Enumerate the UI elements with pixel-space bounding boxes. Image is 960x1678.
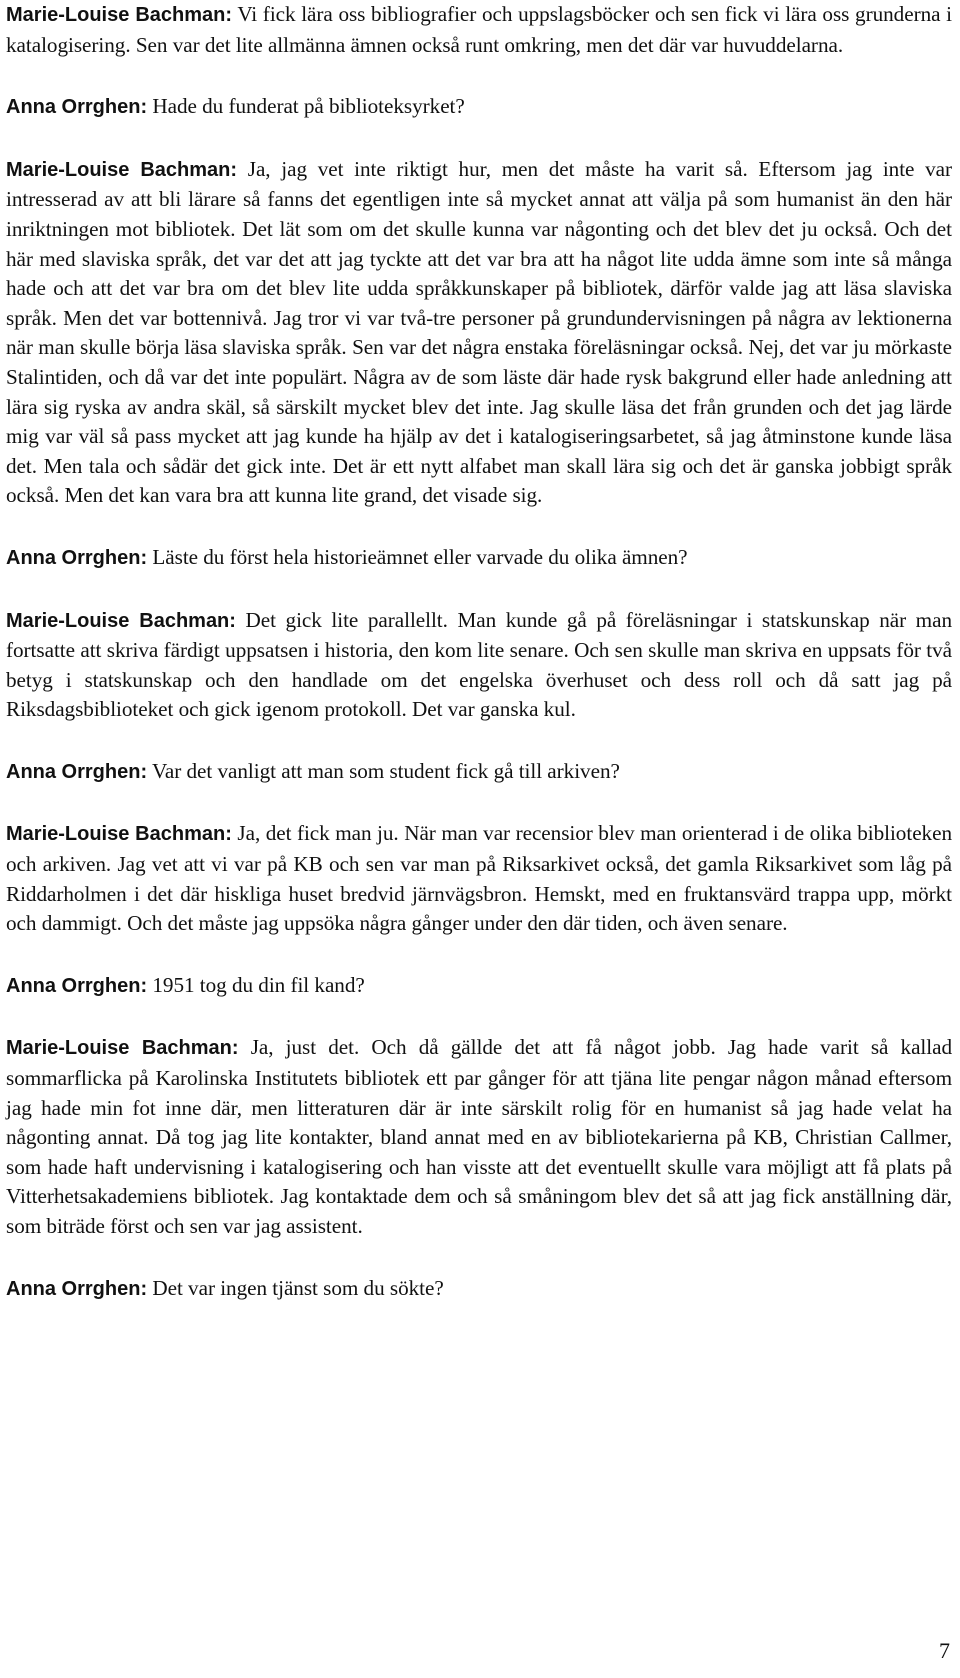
speaker-name: Anna Orrghen:	[6, 760, 148, 783]
turn-text: 1951 tog du din fil kand?	[147, 972, 365, 997]
dialogue-turn	[6, 819, 952, 938]
dialogue-turn	[6, 0, 952, 60]
speaker-name: Anna Orrghen:	[6, 974, 148, 997]
speaker-name: Marie-Louise Bachman:	[6, 1037, 239, 1060]
page-number: 7	[939, 1638, 950, 1664]
dialogue-turn	[6, 1033, 952, 1241]
speaker-name: Marie-Louise Bachman:	[6, 823, 232, 846]
dialogue-turn	[6, 971, 952, 1002]
turn-text: Var det vanligt att man som student fick gå till arkiven?	[147, 758, 620, 783]
speaker-name: Marie-Louise Bachman:	[6, 4, 233, 26]
speaker-name: Marie-Louise Bachman:	[6, 609, 236, 632]
speaker-name: Marie-Louise Bachman:	[6, 158, 238, 181]
dialogue-turn	[6, 155, 952, 511]
dialogue-turn	[6, 606, 952, 725]
turn-text: Ja, just det. Och då gällde det att få något jobb. Jag hade varit så kallad sommarflicka på Karolinska Institutets bibliotek ett par gånger för att tjäna lite pengar någon månad eftersom jag hade min fot inne där, men litteraturen där är inte särskilt rolig för en humanist så jag hade velat ha någonting annat. Då tog jag lite kontakter, bland annat med en av bibliotekarierna på KB, Christian Callmer, som hade haft undervisning i katalogisering och han visste att det eventuellt skulle vara möjligt att få plats på Vitterhetsakademiens bibliotek. Jag kontaktade dem och så småningom blev det så att jag fick anställning där, som biträde först och sen var jag assistent.	[6, 1035, 953, 1238]
turn-text: Ja, jag vet inte riktigt hur, men det måste ha varit så. Eftersom jag inte var intresserad av att bli lärare så fanns det egentligen inte så mycket annat att välja på som humanist än den här inriktningen mot bibliotek. Det lät som om det skulle kunna var någonting och det blev det ju också. Och det här med slaviska språk, det var det att jag tyckte att det var bra att ha något lite udda ämne som inte så många hade och att det var bra om det blev lite udda språkkunskaper på bibliotek, därför valde jag att läsa slaviska språk. Men det var bottennivå. Jag tror vi var två-tre personer på grundundervisningen på några av lektionerna när man skulle börja läsa slaviska språk. Sen var det några enstaka föreläsningar också. Nej, det var ju mörkaste Stalintiden, och då var det inte populärt. Några av de som läste där hade rysk bakgrund eller hade anledning att lära sig ryska av andra skäl, så särskilt mycket blev det inte. Jag skulle läsa det från grunden och det jag lärde mig var väl så pass mycket att jag kunde ha hjälp av det i katalogiseringsarbetet, så jag åtminstone kunde läsa det. Men tala och sådär det gick inte. Det är ett nytt alfabet man skall lära sig och det är ganska jobbigt språk också. Men det kan vara bra att kunna lite grand, det visade sig.	[6, 156, 952, 508]
turn-text: Läste du först hela historieämnet eller varvade du olika ämnen?	[147, 544, 688, 569]
dialogue-turn	[6, 757, 952, 788]
turn-text: Det var ingen tjänst som du sökte?	[147, 1275, 444, 1300]
dialogue-turn	[6, 1274, 952, 1305]
speaker-name: Anna Orrghen:	[6, 546, 148, 569]
turn-text: Ja, det fick man ju. När man var recensior blev man orienterad i de olika biblioteken och arkiven. Jag vet att vi var på KB och sen var man på Riksarkivet också, det gamla Riksarkivet som låg på Riddarholmen i det där hiskliga huset bredvid järnvägsbron. Hemskt, med en fruktansvärd trappa upp, mörkt och dammigt. Och det måste jag uppsöka några gånger under den där tiden, och även senare.	[6, 821, 952, 936]
turn-text: Vi fick lära oss bibliografier och uppslagsböcker och sen fick vi lära oss grunderna i katalogisering. Sen var det lite allmänna ämnen också runt omkring, men det där var huvuddelarna.	[6, 2, 952, 57]
speaker-name: Anna Orrghen:	[6, 1277, 148, 1300]
turn-text: Hade du funderat på biblioteksyrket?	[147, 94, 465, 119]
dialogue-turn	[6, 543, 952, 574]
dialogue-turn	[6, 92, 952, 123]
turn-text: Det gick lite parallellt. Man kunde gå på föreläsningar i statskunskap när man fortsatte att skriva färdigt uppsatsen i historia, den kom lite senare. Och sen skulle man skriva en uppsats för två betyg i statskunskap och den handlade om det engelska överhuset och dess roll och då satt jag på Riksdagsbiblioteket och gick igenom protokoll. Det var ganska kul.	[6, 607, 952, 722]
speaker-name: Anna Orrghen:	[6, 96, 148, 119]
